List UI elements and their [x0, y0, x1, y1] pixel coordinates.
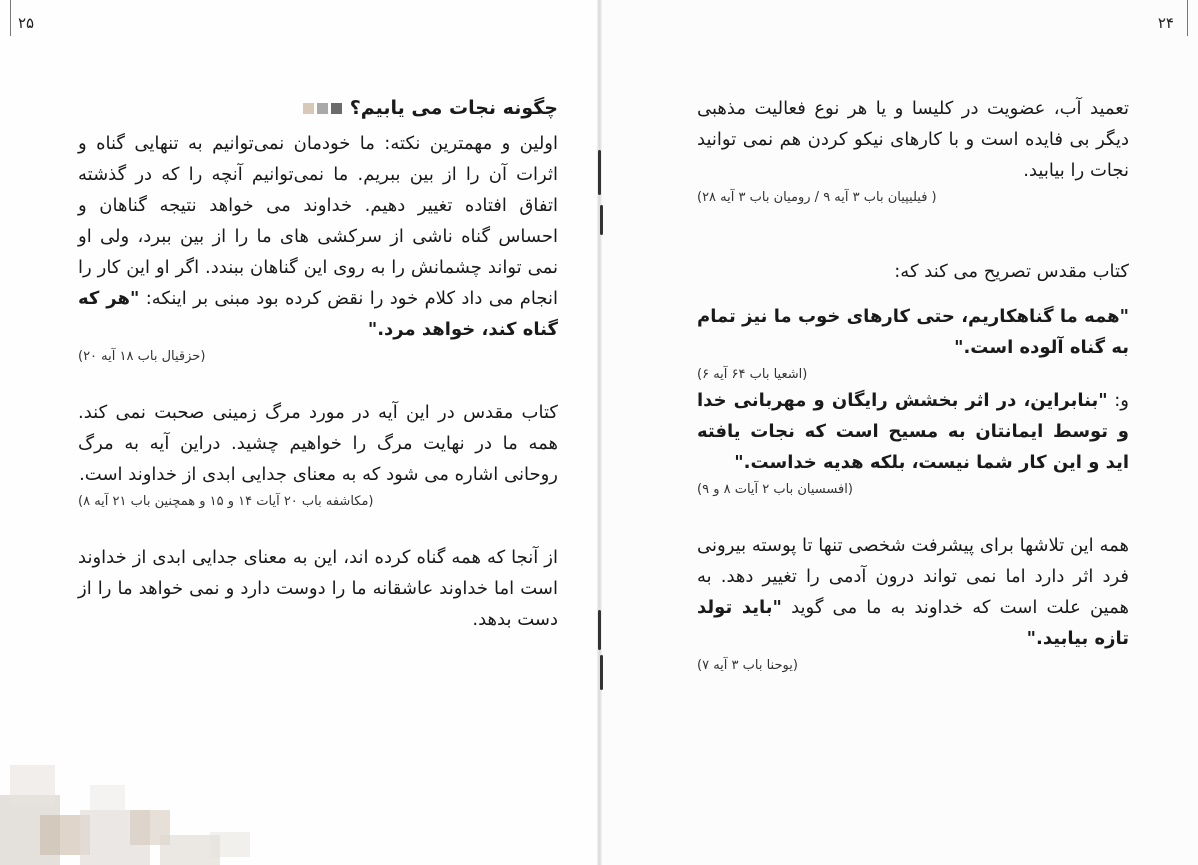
paragraph-block: [78, 542, 558, 635]
heading-squares-icon: [303, 103, 342, 114]
paragraph: کتاب مقدس در این آیه در مورد مرگ زمینی صحبت نمی کند. همه ما در نهایت مرگ را خواهیم چشید. دراین آیه به مرگ روحانی اشاره می شود که به معنای جدایی ابدی از خداوند است.: [78, 402, 558, 485]
scripture-reference: (مکاشفه باب ۲۰ آیات ۱۴ و ۱۵ و همچنین باب ۲۱ آیه ۸): [78, 494, 374, 509]
staple-bottom-lower: [600, 655, 603, 690]
paragraph-block: [697, 256, 1129, 287]
staple-top-lower: [600, 205, 603, 235]
page-number: ۲۵: [18, 14, 35, 32]
bold-quote: "باید تولد تازه بیابید.": [697, 597, 1129, 649]
conjunction-text: و:: [1114, 390, 1129, 411]
section-heading: [78, 93, 558, 124]
scripture-reference: (افسسیان باب ۲ آیات ۸ و ۹): [697, 482, 853, 497]
paragraph: کتاب مقدس تصریح می کند که:: [894, 261, 1129, 282]
page-number: ۲۴: [1157, 14, 1174, 32]
paragraph-text: همه این تلاشها برای پیشرفت شخصی تنها تا پوسته بیرونی فرد اثر دارد اما نمی تواند درون آدمی را تغییر دهد. به همین علت است که خداوند به ما می گوید: [697, 535, 1129, 618]
scripture-reference: (یوحنا باب ۳ آیه ۷): [697, 658, 798, 673]
left-text-column: [78, 93, 558, 665]
quote-block: [697, 301, 1129, 385]
paragraph-block: [78, 128, 558, 367]
staple-bottom: [598, 610, 601, 650]
paragraph: تعمید آب، عضویت در کلیسا و یا هر نوع فعالیت مذهبی دیگر بی فایده است و با کارهای نیکو کردن هم نمی توانید نجات را بیابید.: [697, 98, 1129, 181]
scripture-reference: ( فیلیپیان باب ۳ آیه ۹ / رومیان باب ۳ آیه ۲۸): [697, 190, 937, 205]
paragraph-block: [697, 93, 1129, 208]
right-page: [599, 0, 1198, 865]
book-gutter: [597, 0, 602, 865]
staple-top: [598, 150, 601, 195]
paragraph-text: اولین و مهمترین نکته: ما خودمان نمی‌توانیم به تنهایی گناه و اثرات آن را از بین ببریم. ما نمی‌توانیم آنچه را که در گذشته اتفاق افتاده تغییر دهیم. خداوند می خواهد نتیجه گناهان و احساس گناه ناشی از سرکشی های ما را از بین ببرد، ولی او نمی تواند چشمانش را به روی این گناهان ببندد. اگر او این کار را انجام می داد کلام خود را نقض کرده بود مبنی بر اینکه:: [78, 133, 558, 309]
paragraph: از آنجا که همه گناه کرده اند، این به معنای جدایی ابدی از خداوند است اما خداوند عاشقانه ما را دوست دارد و نمی خواهد ما را از دست بدهد.: [78, 547, 558, 630]
corner-mark: [1187, 0, 1188, 36]
paragraph-block: [697, 530, 1129, 676]
heading-text: چگونه نجات می یابیم؟: [349, 97, 558, 119]
bold-quote: "همه ما گناهکاریم، حتی کارهای خوب ما نیز تمام به گناه آلوده است.": [697, 306, 1129, 358]
bold-quote: "هر که گناه کند، خواهد مرد.": [78, 288, 558, 340]
scripture-reference: (حزقیال باب ۱۸ آیه ۲۰): [78, 349, 206, 364]
bold-quote: "بنابراین، در اثر بخشش رایگان و مهربانی خدا و توسط ایمانتان به مسیح است که نجات یافته اید و این کار شما نیست، بلکه هدیه خداست.": [697, 390, 1129, 473]
paragraph: [697, 530, 1129, 654]
corner-mark: [10, 0, 11, 36]
quote-block: [697, 385, 1129, 500]
paragraph: [697, 385, 1129, 478]
decorative-photo-collage: [0, 745, 330, 865]
right-text-column: [697, 93, 1129, 706]
scripture-reference: (اشعیا باب ۶۴ آیه ۶): [697, 367, 808, 382]
paragraph: [78, 128, 558, 345]
paragraph-block: [78, 397, 558, 512]
